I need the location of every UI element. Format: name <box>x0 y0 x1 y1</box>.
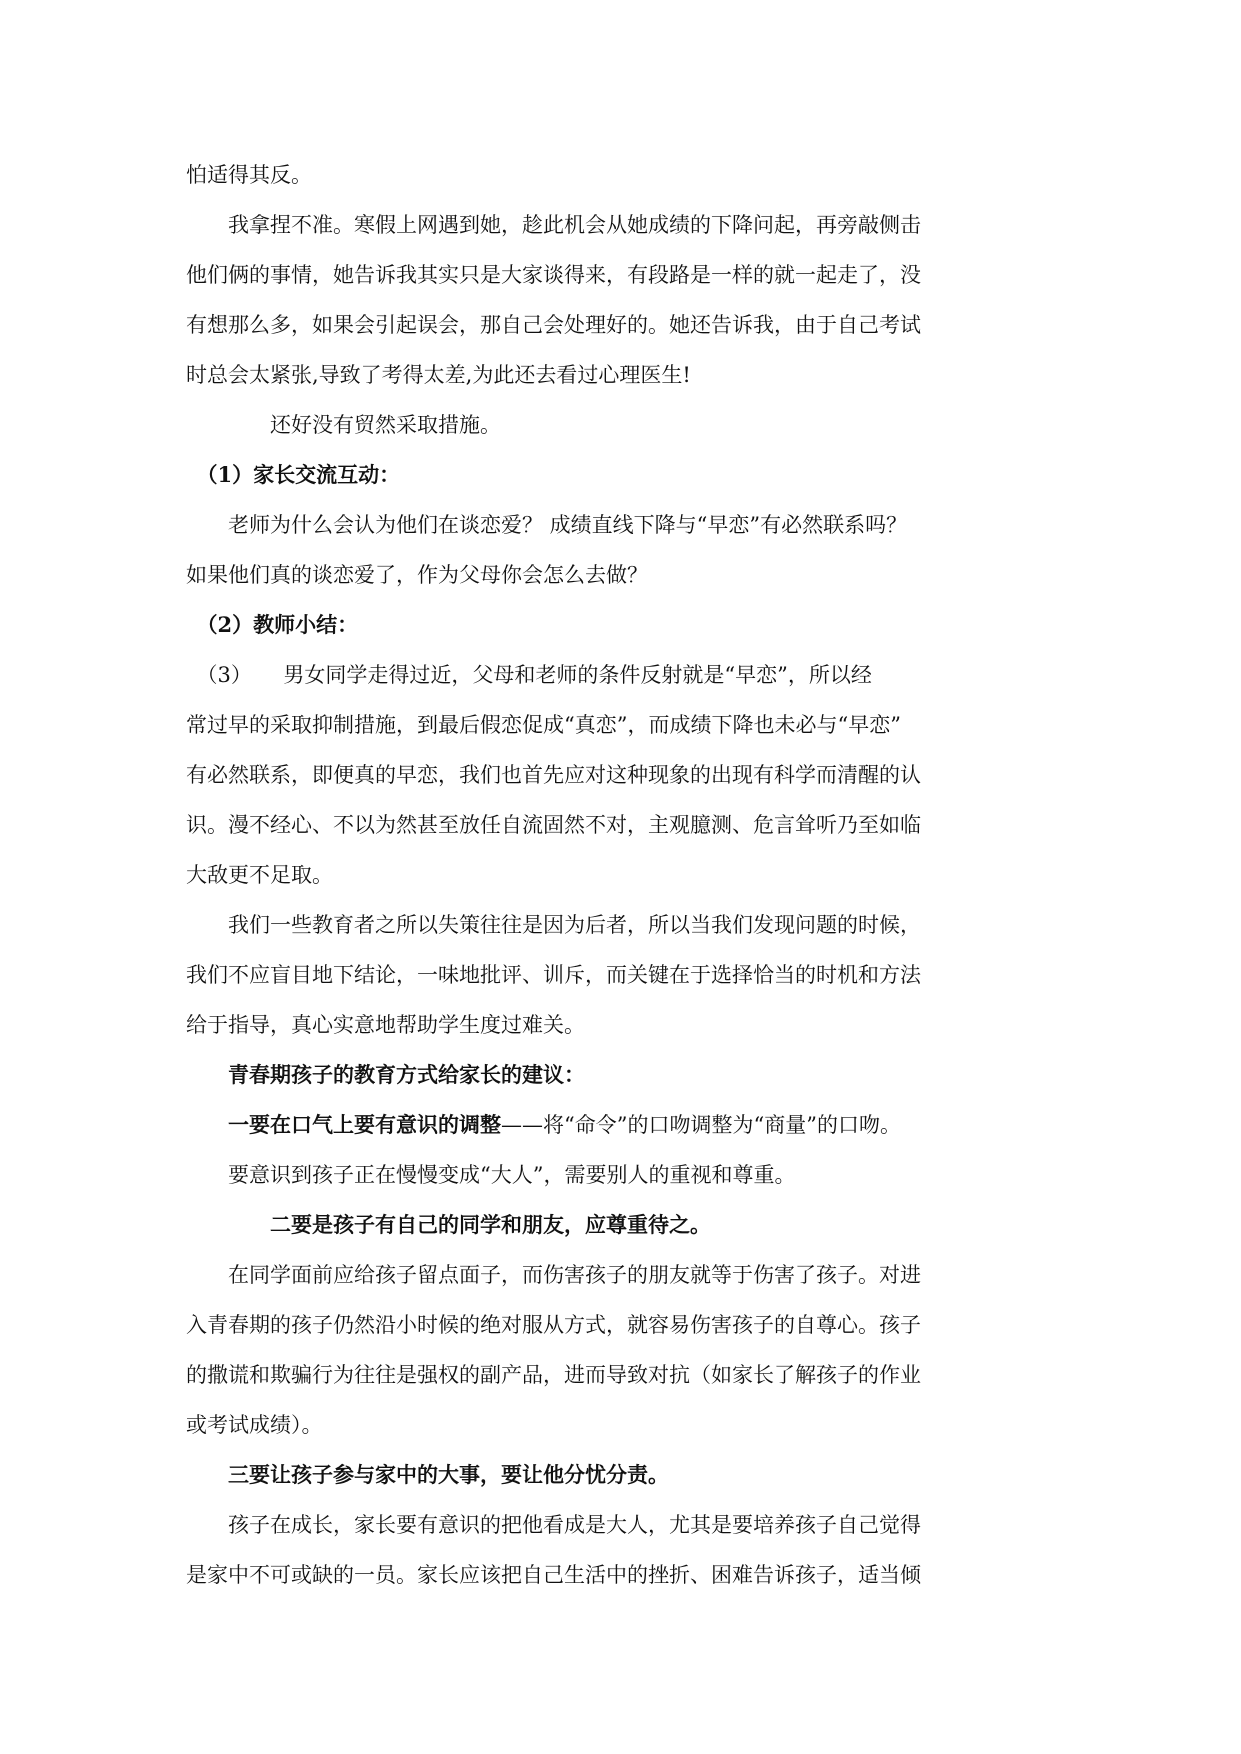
advice-three-title: 三要让孩子参与家中的大事，要让他分忧分责。 <box>186 1462 669 1487</box>
paragraph-line: 时总会太紧张,导致了考得太差,为此还去看过心理医生! <box>186 363 691 387</box>
paragraph-line: 他们俩的事情，她告诉我其实只是大家谈得来，有段路是一样的就一起走了，没 <box>186 263 921 287</box>
paragraph-line: 我拿捏不准。寒假上网遇到她，趁此机会从她成绩的下降问起，再旁敲侧击 <box>186 213 921 237</box>
advice-two-title: 二要是孩子有自己的同学和朋友，应尊重待之。 <box>186 1212 711 1237</box>
section-heading-parent-interaction: （1）家长交流互动： <box>186 462 401 487</box>
paragraph-line: 给于指导，真心实意地帮助学生度过难关。 <box>186 1013 585 1037</box>
advice-one-title: 一要在口气上要有意识的调整 <box>186 1112 501 1137</box>
paragraph-line: 要意识到孩子正在慢慢变成“大人”，需要别人的重视和尊重。 <box>186 1163 796 1187</box>
paragraph-line: 在同学面前应给孩子留点面子，而伤害孩子的朋友就等于伤害了孩子。对进 <box>186 1263 921 1287</box>
paragraph-line: 大敌更不足取。 <box>186 863 333 887</box>
advice-one-line <box>186 1100 1056 1150</box>
section-heading-advice: 青春期孩子的教育方式给家长的建议： <box>186 1062 585 1087</box>
paragraph-line: 识。漫不经心、不以为然甚至放任自流固然不对，主观臆测、危言耸听乃至如临 <box>186 813 921 837</box>
advice-one-text: ——将“命令”的口吻调整为“商量”的口吻。 <box>501 1113 901 1137</box>
paragraph-line: 孩子在成长，家长要有意识的把他看成是大人，尤其是要培养孩子自己觉得 <box>186 1513 921 1537</box>
document-body <box>186 150 1056 1600</box>
paragraph-line: 有想那么多，如果会引起误会，那自己会处理好的。她还告诉我，由于自己考试 <box>186 313 921 337</box>
paragraph-line: 或考试成绩）。 <box>186 1413 323 1437</box>
paragraph-line: 是家中不可或缺的一员。家长应该把自己生活中的挫折、困难告诉孩子，适当倾 <box>186 1563 921 1587</box>
paragraph-line: 还好没有贸然采取措施。 <box>186 413 501 437</box>
paragraph-line: 常过早的采取抑制措施，到最后假恋促成“真恋”，而成绩下降也未必与“早恋” <box>186 713 901 737</box>
paragraph-line: 的撒谎和欺骗行为往往是强权的副产品，进而导致对抗（如家长了解孩子的作业 <box>186 1363 921 1387</box>
paragraph-line: （3） 男女同学走得过近，父母和老师的条件反射就是“早恋”，所以经 <box>186 663 872 687</box>
paragraph-line: 我们一些教育者之所以失策往往是因为后者，所以当我们发现问题的时候， <box>186 913 921 937</box>
paragraph-line: 如果他们真的谈恋爱了，作为父母你会怎么去做？ <box>186 563 648 587</box>
paragraph-line: 怕适得其反。 <box>186 163 312 187</box>
paragraph-line: 老师为什么会认为他们在谈恋爱？ 成绩直线下降与“早恋”有必然联系吗？ <box>186 513 908 537</box>
section-heading-teacher-summary: （2）教师小结： <box>186 612 359 637</box>
paragraph-line: 有必然联系，即便真的早恋，我们也首先应对这种现象的出现有科学而清醒的认 <box>186 763 921 787</box>
paragraph-line: 我们不应盲目地下结论，一味地批评、训斥，而关键在于选择恰当的时机和方法 <box>186 963 921 987</box>
paragraph-line: 入青春期的孩子仍然沿小时候的绝对服从方式，就容易伤害孩子的自尊心。孩子 <box>186 1313 921 1337</box>
